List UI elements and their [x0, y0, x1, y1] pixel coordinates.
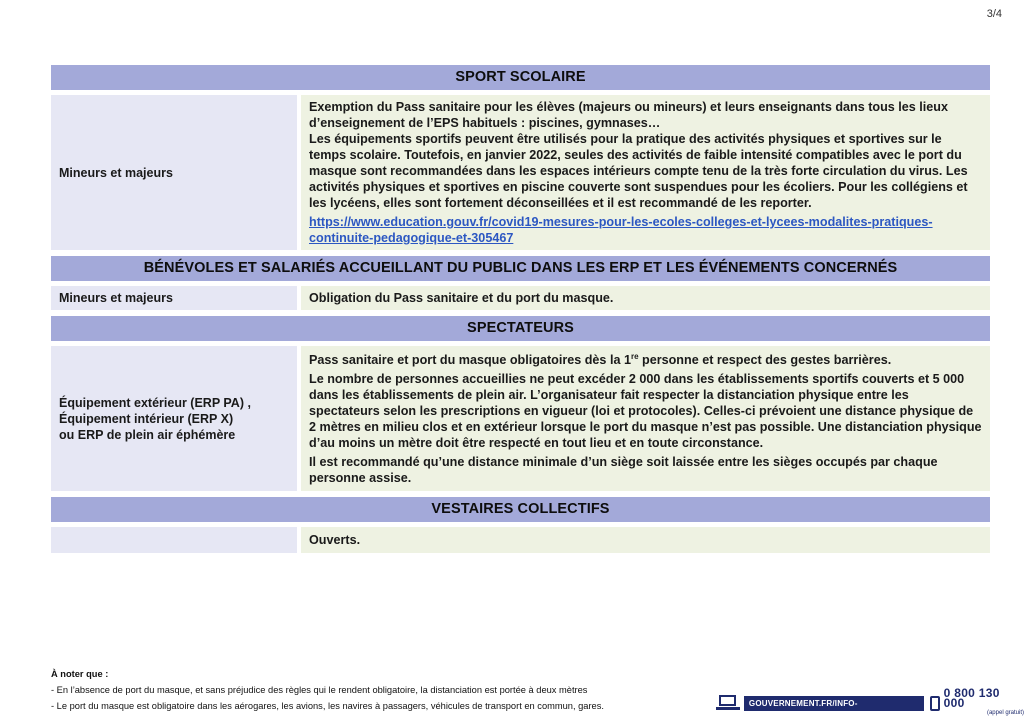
paragraph: Le nombre de personnes accueillies ne peut excéder 2 000 dans les établissements sportifs couverts et 5 000 dans les établissements de plein air. L’organisateur fait respecter la distanciation physique entre les spectateurs selon les prescriptions en vigueur (loi et protocoles). Celles-ci prévoient une distance physique de 2 mètres en milieu clos et en extérieur lorsque le port du masque n’est pas possible. Une distanciation physique d’au moins un mètre doit être respecté en tout lieu et en toute circonstance. — [309, 372, 982, 450]
document-table — [51, 65, 990, 553]
footer-line: - Le port du masque est obligatoire dans les aérogares, les avions, les navires à passagers, véhicules de transport en commun, gares. — [51, 701, 604, 711]
right-cell-content — [301, 527, 990, 553]
section-row-benevoles — [51, 286, 990, 310]
left-cell-line: ou ERP de plein air éphémère — [59, 427, 236, 442]
left-cell-line: Équipement intérieur (ERP X) — [59, 411, 234, 426]
page-number: 3/4 — [986, 8, 1002, 20]
paragraph: Exemption du Pass sanitaire pour les élèves (majeurs ou mineurs) et leurs enseignants dans tous les lieux d’enseignement de l’EPS habituels : piscines, gymnases… — [309, 100, 948, 130]
gov-website-badge[interactable]: GOUVERNEMENT.FR/INFO-CORONAVIRUS — [744, 696, 924, 711]
left-cell-empty — [51, 527, 297, 553]
paragraph: Ouverts. — [309, 533, 361, 547]
section-row-spectateurs — [51, 346, 990, 491]
government-branding — [716, 686, 1024, 723]
section-row-vestiaires — [51, 527, 990, 553]
paragraph: Les équipements sportifs peuvent être utilisés pour la pratique des activités physiques et sportives sur le temps scolaire. Toutefois, en janvier 2022, seules des activités de faible intensité compatibles avec le port du masque sont recommandées dans les espaces intérieurs compte tenu de la très forte circulation du virus. Les activités physiques et sportives en piscine couverte sont suspendues pour les écoliers. Pour les collégiens et les lycéens, elles sont fortement déconseillées et il est recommandé de les reporter. — [309, 132, 968, 210]
footer-heading: À noter que : — [51, 669, 109, 679]
left-cell-label — [51, 346, 297, 491]
education-link[interactable]: https://www.education.gouv.fr/covid19-mesures-pour-les-ecoles-colleges-et-lycees-modalites-pratiques-continuite-pedagogique-et-305467 — [309, 215, 933, 245]
footer-line: - En l’absence de port du masque, et sans préjudice des règles qui le rendent obligatoire, la distanciation est portée à deux mètres — [51, 685, 588, 695]
paragraph: Pass sanitaire et port du masque obligatoires dès la 1re personne et respect des gestes barrières. — [309, 351, 892, 367]
paragraph: Obligation du Pass sanitaire et du port du masque. — [309, 291, 614, 305]
section-header-spectateurs: SPECTATEURS — [51, 316, 990, 341]
phone-icon — [930, 696, 940, 711]
section-row-sport-scolaire — [51, 95, 990, 250]
left-cell-line: Équipement extérieur (ERP PA) , — [59, 395, 251, 410]
right-cell-content — [301, 95, 990, 250]
section-header-vestiaires: VESTAIRES COLLECTIFS — [51, 497, 990, 522]
phone-block — [944, 688, 1024, 718]
footer-notes — [51, 666, 604, 714]
left-cell-label: Mineurs et majeurs — [51, 286, 297, 310]
phone-number: 0 800 130 000 — [943, 686, 1000, 710]
left-cell-label: Mineurs et majeurs — [51, 95, 297, 250]
right-cell-content — [301, 286, 990, 310]
right-cell-content — [301, 346, 990, 491]
section-header-benevoles: BÉNÉVOLES ET SALARIÉS ACCUEILLANT DU PUBLIC DANS LES ERP ET LES ÉVÉNEMENTS CONCERNÉS — [51, 256, 990, 281]
section-header-sport-scolaire: SPORT SCOLAIRE — [51, 65, 990, 90]
paragraph: Il est recommandé qu’une distance minimale d’un siège soit laissée entre les sièges occupés par chaque personne assise. — [309, 455, 938, 485]
laptop-icon — [716, 695, 740, 711]
phone-note: (appel gratuit) — [986, 710, 1024, 716]
